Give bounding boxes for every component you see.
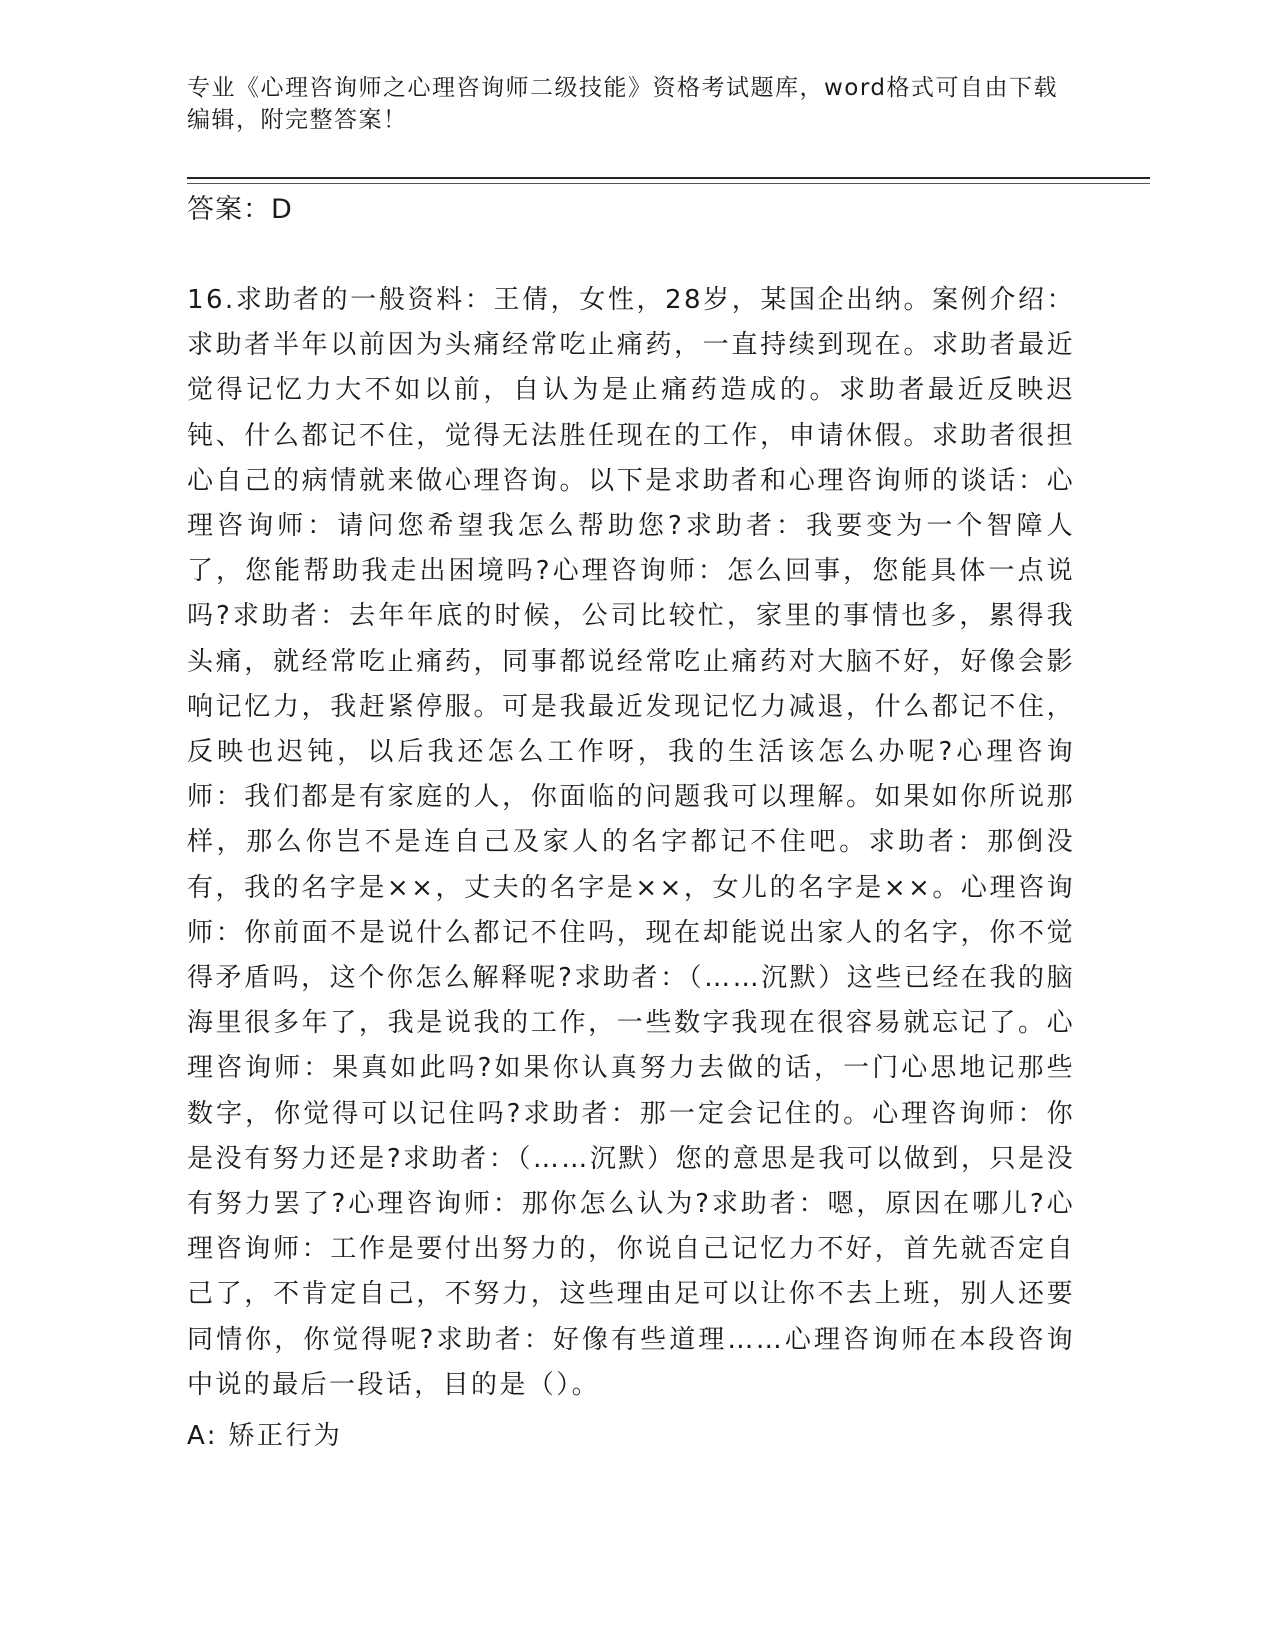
document-header: 专业《心理咨询师之心理咨询师二级技能》资格考试题库，word格式可自由下载编辑，附完整答案！ (187, 75, 1059, 133)
header-divider-thin (187, 183, 1150, 184)
answer-label: 答案：D (187, 194, 293, 225)
question-text: 16.求助者的一般资料：王倩，女性，28岁，某国企出纳。案例介绍：求助者半年以前因为头痛经常吃止痛药，一直持续到现在。求助者最近觉得记忆力大不如以前，自认为是止痛药造成的。求助者最近反映迟钝、什么都记不住，觉得无法胜任现在的工作，申请休假。求助者很担心自己的病情就来做心理咨询。以下是求助者和心理咨询师的谈话：心理咨询师：请问您希望我怎么帮助您?求助者：我要变为一个智障人了，您能帮助我走出困境吗?心理咨询师：怎么回事，您能具体一点说吗?求助者：去年年底的时候，公司比较忙，家里的事情也多，累得我头痛，就经常吃止痛药，同事都说经常吃止痛药对大脑不好，好像会影响记忆力，我赶紧停服。可是我最近发现记忆力减退，什么都记不住，反映也迟钝，以后我还怎么工作呀，我的生活该怎么办呢?心理咨询师：我们都是有家庭的人，你面临的问题我可以理解。如果如你所说那样，那么你岂不是连自己及家人的名字都记不住吧。求助者：那倒没有，我的名字是××，丈夫的名字是××，女儿的名字是××。心理咨询师：你前面不是说什么都记不住吗，现在却能说出家人的名字，你不觉得矛盾吗，这个你怎么解释呢?求助者：（……沉默）这些已经在我的脑海里很多年了，我是说我的工作，一些数字我现在很容易就忘记了。心理咨询师：果真如此吗?如果你认真努力去做的话，一门心思地记那些数字，你觉得可以记住吗?求助者：那一定会记住的。心理咨询师：你是没有努力还是?求助者：（……沉默）您的意思是我可以做到，只是没有努力罢了?心理咨询师：那你怎么认为?求助者：嗯，原因在哪儿?心理咨询师：工作是要付出努力的，你说自己记忆力不好，首先就否定自己了，不肯定自己，不努力，这些理由足可以让你不去上班，别人还要同情你，你觉得呢?求助者：好像有些道理……心理咨询师在本段咨询中说的最后一段话，目的是（）。 (187, 285, 1075, 1400)
header-divider-thick (187, 177, 1150, 179)
option-a: A: 矫正行为 (187, 1421, 343, 1451)
